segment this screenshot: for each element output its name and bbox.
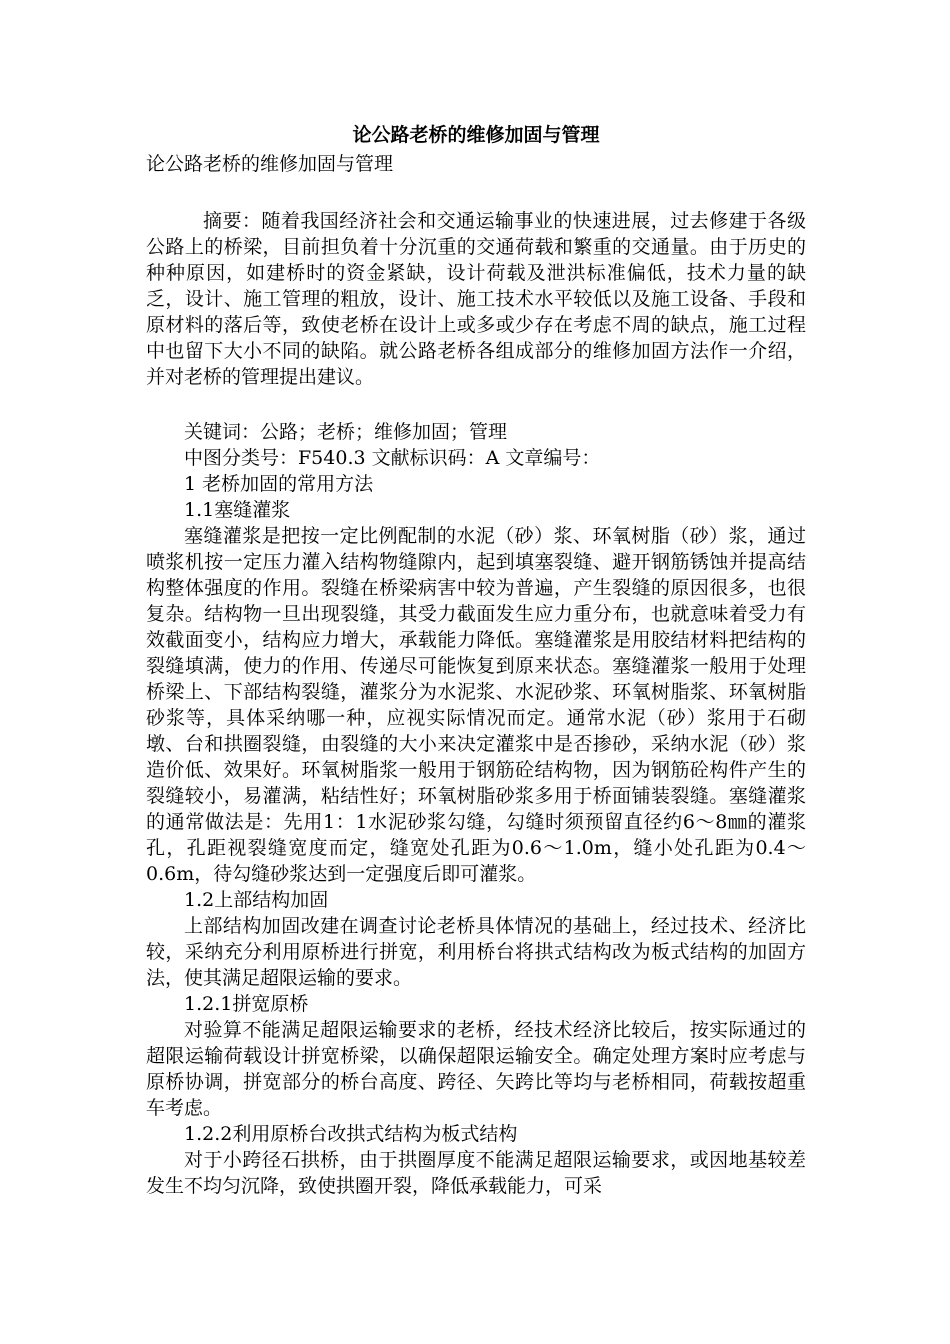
section-heading-1-2-2: 1.2.2利用原桥台改拱式结构为板式结构: [184, 1123, 518, 1145]
paragraph-1-2: 上部结构加固改建在调查讨论老桥具体情况的基础上，经过技术、经济比较，采纳充分利用原桥进行拼宽，利用桥台将拱式结构改为板式结构的加固方法，使其满足超限运输的要求。: [146, 915, 806, 989]
document-title: 论公路老桥的维修加固与管理: [352, 124, 600, 146]
blank-line: [146, 390, 806, 419]
classification-line: 中图分类号：F540.3 文献标识码：A 文章编号：: [184, 447, 601, 469]
abstract-paragraph: 摘要：随着我国经济社会和交通运输事业的快速进展，过去修建于各级公路上的桥梁，目前担负着十分沉重的交通荷载和繁重的交通量。由于历史的种种原因，如建桥时的资金紧缺，设计荷载及泄洪标准偏低，技术力量的缺乏，设计、施工管理的粗放，设计、施工技术水平较低以及施工设备、手段和原材料的落后等，致使老桥在设计上或多或少存在考虑不周的缺点，施工过程中也留下大小不同的缺陷。就公路老桥各组成部分的维修加固方法作一介绍，并对老桥的管理提出建议。: [146, 210, 806, 388]
paragraph-1-2-1: 对验算不能满足超限运输要求的老桥，经技术经济比较后，按实际通过的超限运输荷载设计拼宽桥梁，以确保超限运输安全。确定处理方案时应考虑与原桥协调，拼宽部分的桥台高度、跨径、矢跨比等均与老桥相同，荷载按超重车考虑。: [146, 1019, 806, 1119]
section-heading-1-2-1: 1.2.1拼宽原桥: [184, 993, 309, 1015]
document-subtitle: 论公路老桥的维修加固与管理: [146, 153, 394, 175]
section-heading-1-2: 1.2上部结构加固: [184, 889, 329, 911]
blank-line: [146, 179, 806, 208]
section-heading-1-1: 1.1塞缝灌浆: [184, 499, 291, 521]
document-page: [146, 120, 806, 1199]
paragraph-1-1: 塞缝灌浆是把按一定比例配制的水泥（砂）浆、环氧树脂（砂）浆，通过喷浆机按一定压力灌入结构物缝隙内，起到填塞裂缝、避开钢筋锈蚀并提高结构整体强度的作用。裂缝在桥梁病害中较为普遍，产生裂缝的原因很多，也很复杂。结构物一旦出现裂缝，其受力截面发生应力重分布，也就意味着受力有效截面变小，结构应力增大，承载能力降低。塞缝灌浆是用胶结材料把结构的裂缝填满，使力的作用、传递尽可能恢复到原来状态。塞缝灌浆一般用于处理桥梁上、下部结构裂缝，灌浆分为水泥浆、水泥砂浆、环氧树脂浆、环氧树脂砂浆等，具体采纳哪一种，应视实际情况而定。通常水泥（砂）浆用于石砌墩、台和拱圈裂缝，由裂缝的大小来决定灌浆中是否掺砂，采纳水泥（砂）浆造价低、效果好。环氧树脂浆一般用于钢筋砼结构物，因为钢筋砼构件产生的裂缝较小，易灌满，粘结性好；环氧树脂砂浆多用于桥面铺装裂缝。塞缝灌浆的通常做法是：先用1：1水泥砂浆勾缝，勾缝时须预留直径约6～8㎜的灌浆孔，孔距视裂缝宽度而定，缝宽处孔距为0.6～1.0m，缝小处孔距为0.4～0.6m，待勾缝砂浆达到一定强度后即可灌浆。: [146, 525, 806, 885]
paragraph-1-2-2: 对于小跨径石拱桥，由于拱圈厚度不能满足超限运输要求，或因地基较差发生不均匀沉降，致使拱圈开裂，降低承载能力，可采: [146, 1149, 806, 1197]
keywords-line: 关键词：公路；老桥；维修加固；管理: [184, 421, 508, 443]
section-heading-1: 1 老桥加固的常用方法: [184, 473, 374, 495]
